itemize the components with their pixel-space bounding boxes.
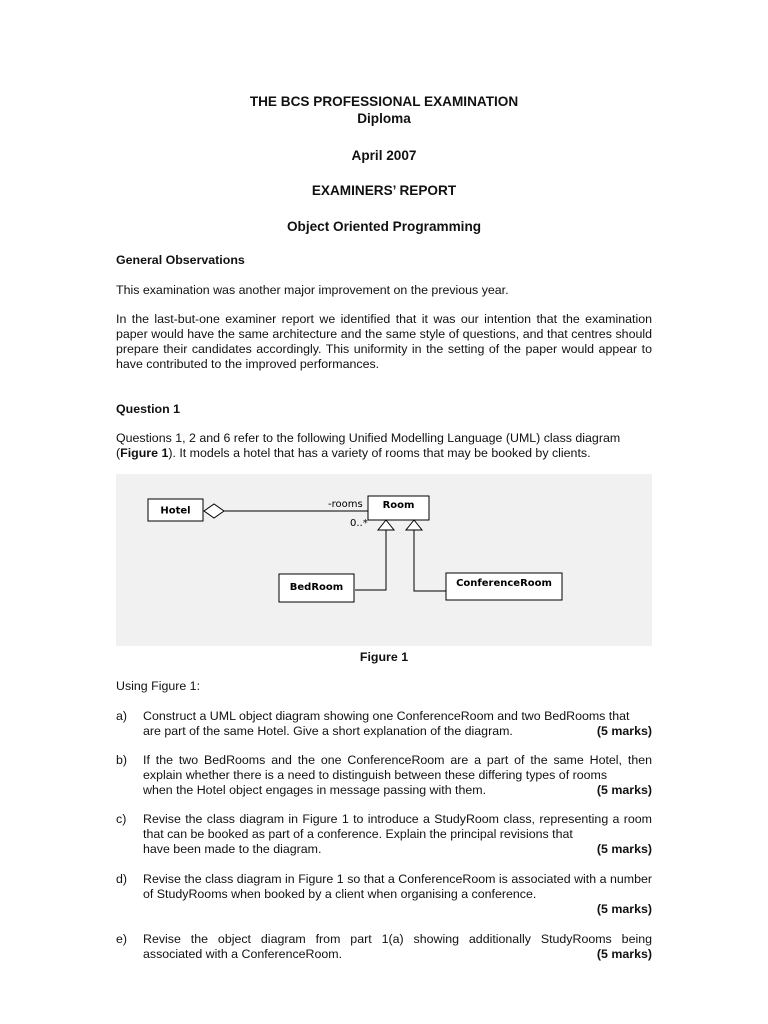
part-e-text	[143, 932, 652, 962]
part-a-line: Construct a UML object diagram showing one ConferenceRoom and two BedRooms that	[143, 709, 630, 723]
part-c-last-line	[143, 842, 652, 857]
uml-class-diagram	[116, 474, 652, 646]
part-a-label: a)	[116, 709, 128, 723]
exam-date: April 2007	[351, 148, 417, 163]
part-b-marks: (5 marks)	[596, 783, 652, 797]
general-para-1: This examination was another major improvement on the previous year.	[116, 283, 509, 297]
report-title: EXAMINERS’ REPORT	[311, 183, 457, 198]
part-c-last-text: have been made to the diagram.	[143, 842, 322, 856]
aggregation-diamond	[204, 504, 224, 518]
room-class-label: Room	[382, 500, 415, 511]
part-b-last-line	[143, 783, 652, 798]
role-label: -rooms	[328, 499, 363, 510]
part-a-text	[143, 709, 652, 739]
exam-level: Diploma	[357, 111, 411, 126]
question-1-heading: Question 1	[116, 402, 181, 416]
part-a-last-line	[143, 724, 652, 739]
generalization-arrow-bedroom	[378, 520, 394, 530]
part-b-text	[143, 753, 652, 798]
part-e-last-line	[143, 947, 652, 962]
part-d-last-line	[143, 902, 652, 917]
multiplicity-label: 0..*	[350, 518, 368, 529]
generalization-arrow-conferenceroom	[406, 520, 422, 530]
question-1-intro	[116, 431, 652, 461]
part-e-marks: (5 marks)	[596, 947, 652, 961]
intro-text-a: Questions 1, 2 and 6 refer to the following Unified Modelling Language (UML) class diagram (	[116, 431, 621, 460]
conferenceroom-inheritance-line	[414, 530, 446, 591]
uml-diagram-svg	[116, 474, 652, 646]
intro-text-b: ). It models a hotel that has a variety of rooms that may be booked by clients.	[168, 446, 591, 460]
part-e-last-text: associated with a ConferenceRoom.	[143, 947, 343, 961]
part-c-label: c)	[116, 812, 127, 826]
part-b-line: If the two BedRooms and the one ConferenceRoom are a part of the same Hotel, then explain whether there is a need to distinguish between these differing types of rooms	[143, 753, 652, 782]
bedroom-class-label: BedRoom	[289, 582, 344, 593]
part-a-last-text: are part of the same Hotel. Give a short explanation of the diagram.	[143, 724, 513, 738]
general-heading: General Observations	[116, 253, 245, 267]
using-figure-text: Using Figure 1:	[116, 679, 201, 693]
hotel-class-label: Hotel	[160, 505, 191, 517]
subject-title: Object Oriented Programming	[286, 219, 482, 234]
general-para-2: In the last-but-one examiner report we identified that it was our intention that the examination paper would have the same architecture and the same style of questions, and that centres should prepare their candidates accordingly. This uniformity in the setting of the paper would appear to have contributed to the improved performances.	[116, 312, 652, 371]
conferenceroom-class-label: ConferenceRoom	[456, 578, 552, 589]
part-c-marks: (5 marks)	[596, 842, 652, 856]
intro-figure-ref: Figure 1	[120, 446, 169, 460]
part-b-label: b)	[116, 753, 128, 767]
part-d-marks: (5 marks)	[596, 902, 652, 916]
bedroom-inheritance-line	[355, 530, 386, 590]
part-d-line: Revise the class diagram in Figure 1 so that a ConferenceRoom is associated with a number of StudyRooms when booked by a client when organising a conference.	[143, 872, 652, 901]
part-d-label: d)	[116, 872, 128, 886]
part-b-last-text: when the Hotel object engages in message passing with them.	[143, 783, 487, 797]
part-a-marks: (5 marks)	[596, 724, 652, 738]
exam-title: THE BCS PROFESSIONAL EXAMINATION	[249, 94, 519, 109]
part-c-text	[143, 812, 652, 857]
figure-caption: Figure 1	[359, 650, 409, 664]
part-e-line: Revise the object diagram from part 1(a) showing additionally StudyRooms being	[143, 932, 652, 946]
part-e-label: e)	[116, 932, 128, 946]
part-d-text	[143, 872, 652, 917]
part-c-line: Revise the class diagram in Figure 1 to introduce a StudyRoom class, representing a room that can be booked as part of a conference. Explain the principal revisions that	[143, 812, 652, 841]
